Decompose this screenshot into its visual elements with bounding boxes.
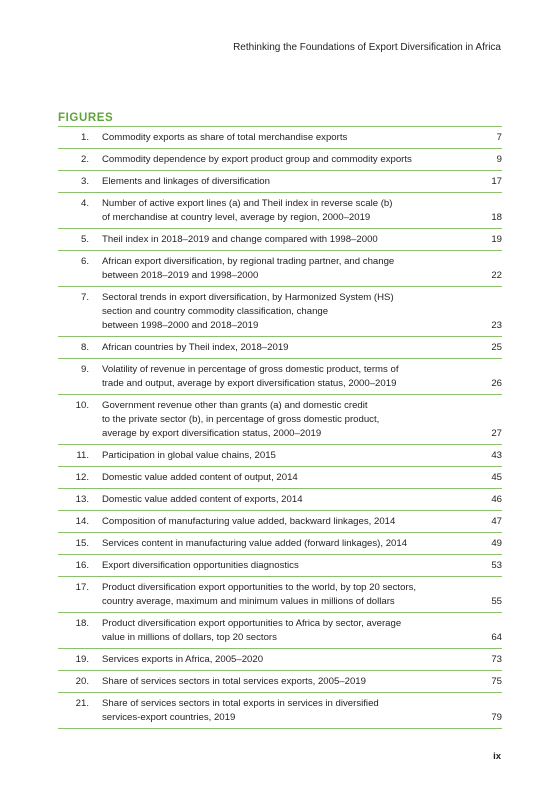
figure-entry[interactable] (58, 577, 502, 613)
figure-title (102, 653, 472, 667)
figure-entry[interactable] (58, 251, 502, 287)
figure-page-number: 25 (491, 342, 502, 353)
figure-entry[interactable] (58, 287, 502, 337)
figure-title (102, 559, 472, 573)
figure-number: 21. (75, 698, 89, 709)
figure-title (102, 675, 472, 689)
figure-entry[interactable] (58, 555, 502, 577)
figure-entry[interactable] (58, 533, 502, 555)
figure-entry[interactable] (58, 337, 502, 359)
figure-title-line: Commodity dependence by export product group and commodity exports (102, 154, 412, 165)
figure-number: 9. (80, 364, 89, 375)
figure-page-number: 9 (496, 154, 502, 165)
figure-title (102, 697, 472, 725)
figure-title (102, 449, 472, 463)
figure-entry[interactable] (58, 149, 502, 171)
figure-number: 19. (75, 654, 89, 665)
figure-number: 7. (80, 292, 89, 303)
figure-title-line: Domestic value added content of output, 2014 (102, 472, 298, 483)
figure-page-number: 75 (491, 676, 502, 687)
figure-number: 8. (80, 342, 89, 353)
figure-entry[interactable] (58, 671, 502, 693)
figure-page-number: 7 (496, 132, 502, 143)
figure-title (102, 581, 472, 609)
figure-entry[interactable] (58, 127, 502, 149)
figure-title-line: Commodity exports as share of total merchandise exports (102, 132, 348, 143)
figure-title-line: Elements and linkages of diversification (102, 176, 270, 187)
figure-number: 15. (75, 538, 89, 549)
figure-title (102, 197, 472, 225)
figure-entry[interactable] (58, 445, 502, 467)
figure-page-number: 26 (491, 378, 502, 389)
figure-entry[interactable] (58, 229, 502, 251)
figure-entry[interactable] (58, 171, 502, 193)
figure-page-number: 64 (491, 632, 502, 643)
figure-title-line: Composition of manufacturing value added, backward linkages, 2014 (102, 516, 396, 527)
figure-number: 17. (75, 582, 89, 593)
figure-number: 14. (75, 516, 89, 527)
figure-title (102, 255, 472, 283)
figure-entry[interactable] (58, 395, 502, 445)
figure-page-number: 23 (491, 320, 502, 331)
figure-title (102, 341, 472, 355)
figure-title-line: between 2018–2019 and 1998–2000 (102, 270, 259, 281)
figure-title-line: Participation in global value chains, 2015 (102, 450, 276, 461)
figure-page-number: 73 (491, 654, 502, 665)
figure-title (102, 233, 472, 247)
figure-page-number: 18 (491, 212, 502, 223)
figure-title (102, 131, 472, 145)
figure-page-number: 47 (491, 516, 502, 527)
figure-page-number: 55 (491, 596, 502, 607)
figure-entry[interactable] (58, 511, 502, 533)
figure-title-line: African countries by Theil index, 2018–2019 (102, 342, 289, 353)
figure-number: 1. (80, 132, 89, 143)
figure-page-number: 46 (491, 494, 502, 505)
figure-title-line: trade and output, average by export diversification status, 2000–2019 (102, 378, 397, 389)
figure-title-line: services-export countries, 2019 (102, 712, 236, 723)
figure-title-line: Share of services sectors in total services exports, 2005–2019 (102, 676, 366, 687)
figure-entry[interactable] (58, 467, 502, 489)
figure-page-number: 53 (491, 560, 502, 571)
figure-title (102, 515, 472, 529)
section-title: FIGURES (58, 112, 114, 124)
figure-title-line: between 1998–2000 and 2018–2019 (102, 320, 259, 331)
figure-number: 13. (75, 494, 89, 505)
figure-title-line: value in millions of dollars, top 20 sectors (102, 632, 277, 643)
figure-page-number: 45 (491, 472, 502, 483)
figure-page-number: 17 (491, 176, 502, 187)
figure-page-number: 79 (491, 712, 502, 723)
figure-title-line: section and country commodity classification, change (102, 306, 329, 317)
figure-title-line: Share of services sectors in total exports in services in diversified (102, 698, 379, 709)
figure-entry[interactable] (58, 193, 502, 229)
figure-entry[interactable] (58, 359, 502, 395)
figure-number: 12. (75, 472, 89, 483)
figure-title-line: Services content in manufacturing value added (forward linkages), 2014 (102, 538, 408, 549)
figure-title (102, 471, 472, 485)
figure-title-line: Domestic value added content of exports, 2014 (102, 494, 303, 505)
figure-title-line: Product diversification export opportunities to the world, by top 20 sectors, (102, 582, 417, 593)
figure-title-line: to the private sector (b), in percentage of gross domestic product, (102, 414, 380, 425)
figure-entry[interactable] (58, 649, 502, 671)
figure-title (102, 153, 472, 167)
figure-page-number: 19 (491, 234, 502, 245)
figure-title (102, 291, 472, 333)
figure-title-line: Product diversification export opportunities to Africa by sector, average (102, 618, 402, 629)
figure-title-line: Government revenue other than grants (a) and domestic credit (102, 400, 368, 411)
figure-number: 3. (80, 176, 89, 187)
figure-number: 5. (80, 234, 89, 245)
page-number: ix (493, 751, 501, 762)
figure-page-number: 27 (491, 428, 502, 439)
figure-entry[interactable] (58, 489, 502, 511)
figure-title (102, 617, 472, 645)
figure-title-line: Volatility of revenue in percentage of gross domestic product, terms of (102, 364, 399, 375)
figure-title (102, 363, 472, 391)
figure-title-line: African export diversification, by regional trading partner, and change (102, 256, 395, 267)
figure-entry[interactable] (58, 613, 502, 649)
figure-title (102, 493, 472, 507)
figure-number: 6. (80, 256, 89, 267)
figure-number: 20. (75, 676, 89, 687)
figure-title-line: Number of active export lines (a) and Theil index in reverse scale (b) (102, 198, 393, 209)
figure-title-line: Sectoral trends in export diversification, by Harmonized System (HS) (102, 292, 394, 303)
figure-title (102, 537, 472, 551)
figure-title-line: Export diversification opportunities diagnostics (102, 560, 299, 571)
figures-list (58, 126, 502, 729)
figure-title-line: average by export diversification status, 2000–2019 (102, 428, 322, 439)
running-header: Rethinking the Foundations of Export Diversification in Africa (233, 42, 501, 53)
figure-page-number: 49 (491, 538, 502, 549)
figure-title-line: of merchandise at country level, average by region, 2000–2019 (102, 212, 371, 223)
figure-page-number: 22 (491, 270, 502, 281)
figure-page-number: 43 (491, 450, 502, 461)
figure-number: 2. (80, 154, 89, 165)
figure-title (102, 399, 472, 441)
figure-title (102, 175, 472, 189)
figure-title-line: country average, maximum and minimum values in millions of dollars (102, 596, 395, 607)
figure-number: 4. (80, 198, 89, 209)
figure-number: 10. (75, 400, 89, 411)
figure-title-line: Theil index in 2018–2019 and change compared with 1998–2000 (102, 234, 378, 245)
figure-number: 18. (75, 618, 89, 629)
figure-number: 16. (75, 560, 89, 571)
figure-entry[interactable] (58, 693, 502, 729)
figure-title-line: Services exports in Africa, 2005–2020 (102, 654, 264, 665)
figure-number: 11. (76, 450, 89, 461)
